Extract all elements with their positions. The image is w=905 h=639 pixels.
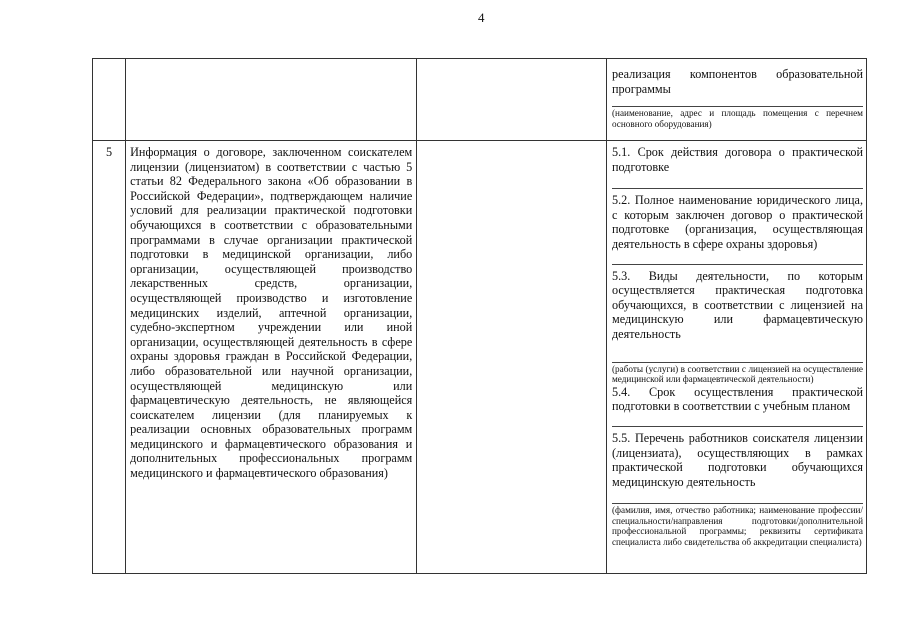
contract-info-text: Информация о договоре, заключенном соискателем лицензии (лицензиатом) в соответствии с частью 5 статьи 82 Федерального закона «Об образовании в Российской Федерации», подтверждающем наличие условий для реализации практической подготовки обучающихся в соответствии с образовательными программами в случае организации практической подготовки в медицинской организации, либо организации, осуществляющей производство лекарственных средств, организации, осуществляющей производство и изготовление медицинских изделий, аптечной организации, судебно-экспертном учреждении или иной организации, осуществляющей деятельность в сфере охраны здоровья граждан в Российской Федерации, либо образовательной или научной организации, осуществляющей медицинскую или фармацевтическую деятельность, не являющейся соискателем лицензии (для планируемых к реализации основных образовательных программ медицинского и фармацевтического образования и дополнительных профессиональных программ медицинского и фармацевтического образования) bbox=[130, 145, 413, 481]
item-5-5-caption: (фамилия, имя, отчество работника; наименование профессии/специальности/направления подготовки/дополнительной профессиональной программы; реквизиты сертификата специалиста либо свидетельства об аккредитации специалиста) bbox=[611, 505, 863, 548]
value-cell-empty bbox=[417, 59, 607, 141]
item-5-3: 5.3. Виды деятельности, по которым осуществляется практическая подготовка обучающихся, в соответствии с лицензией на медицинскую или фармацевтическую деятельность bbox=[611, 268, 863, 341]
fill-line bbox=[612, 174, 863, 189]
fill-line bbox=[612, 414, 863, 427]
table-row-continuation bbox=[93, 59, 867, 141]
info-cell bbox=[126, 141, 417, 574]
details-cell bbox=[606, 141, 866, 574]
license-info-table bbox=[92, 58, 867, 574]
row-number: 5 bbox=[93, 141, 126, 574]
fill-line bbox=[612, 342, 863, 363]
page-number: 4 bbox=[478, 10, 485, 25]
premises-caption: (наименование, адрес и площадь помещения с перечнем основного оборудования) bbox=[611, 108, 863, 129]
fill-line bbox=[612, 252, 863, 265]
details-cell bbox=[606, 59, 866, 141]
fill-line bbox=[612, 96, 863, 107]
program-components-text: реализация компонентов образовательной программы bbox=[611, 67, 863, 96]
table-row-5 bbox=[93, 141, 867, 574]
item-5-1: 5.1. Срок действия договора о практической подготовке bbox=[611, 145, 863, 174]
fill-line bbox=[612, 489, 863, 504]
info-cell-empty bbox=[126, 59, 417, 141]
item-5-2: 5.2. Полное наименование юридического лица, с которым заключен договор о практической подготовке (организация, осуществляющая деятельность в сфере охраны здоровья) bbox=[611, 193, 863, 251]
item-5-5: 5.5. Перечень работников соискателя лицензии (лицензиата), осуществляющих в рамках практической подготовки обучающихся медицинскую деятельность bbox=[611, 430, 863, 489]
value-cell-empty bbox=[417, 141, 607, 574]
number-cell-empty bbox=[93, 59, 126, 141]
item-5-3-caption: (работы (услуги) в соответствии с лицензией на осуществление медицинской или фармацевтической деятельности) bbox=[611, 363, 863, 385]
item-5-4: 5.4. Срок осуществления практической подготовки в соответствии с учебным планом bbox=[611, 384, 863, 414]
